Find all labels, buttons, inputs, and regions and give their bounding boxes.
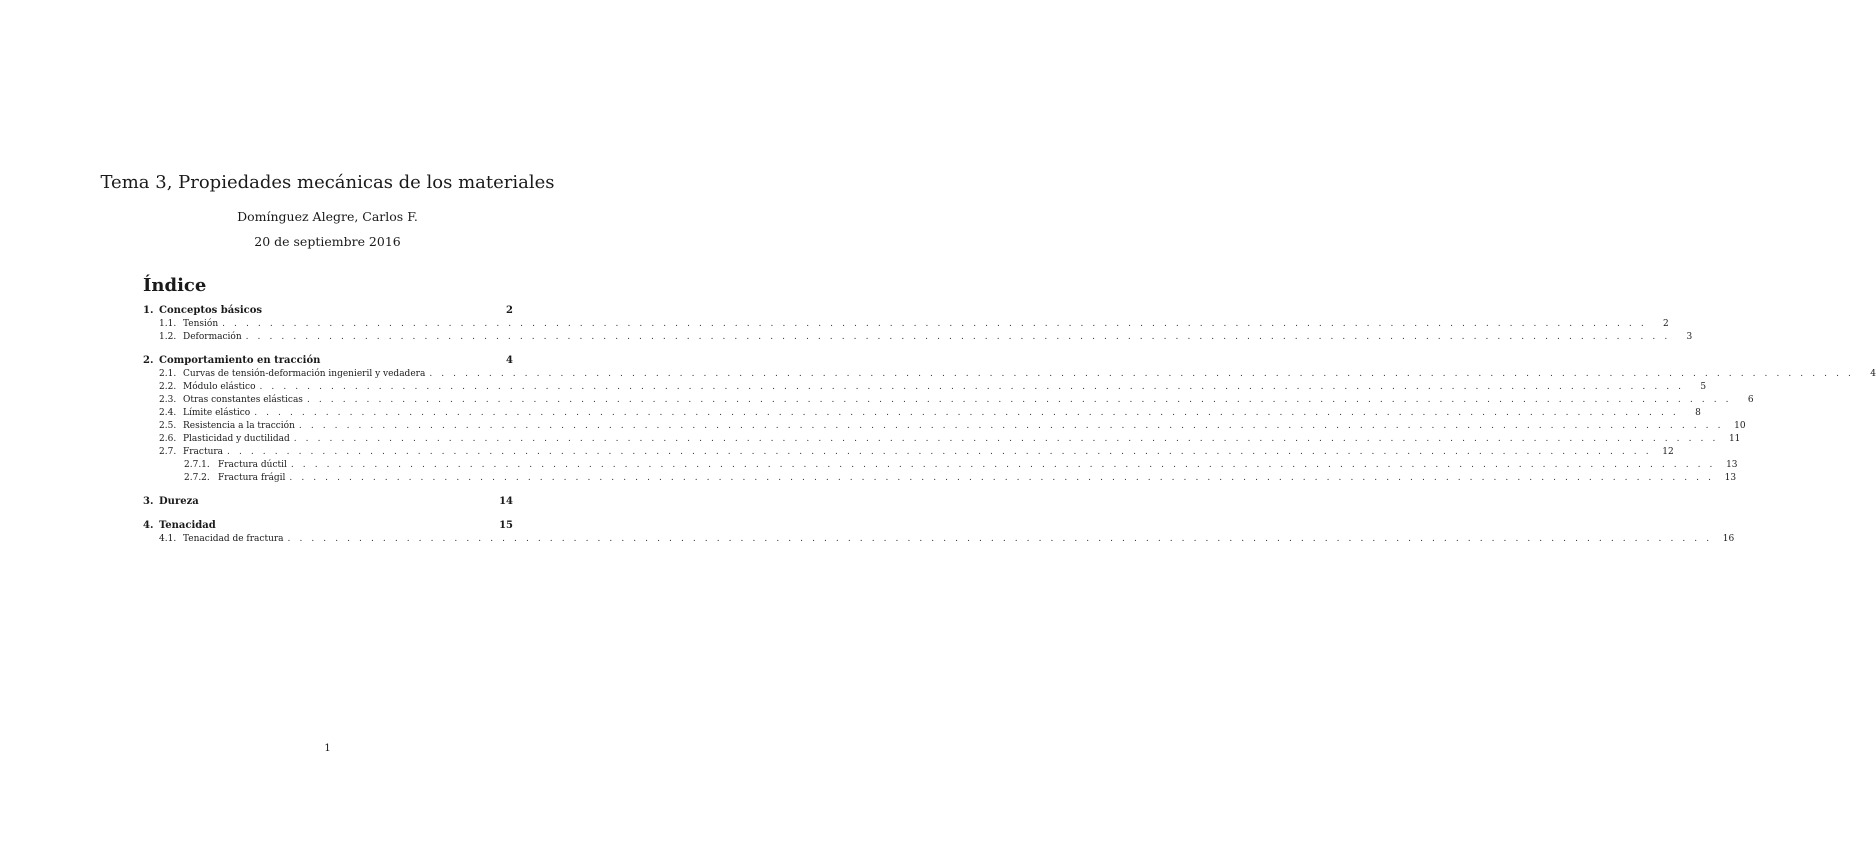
toc-dot-leader: . . . . . . . . . . . . . . . . . . . . . . . . . . . . . . . . . . . . . . . . . . . . . . . . . . . . . . . . . . . . . . . . . . . . . . . . . . . . . . . . . . . . . . . . . . . . . . . . . . . . . . . . . . . . . . . . . . . . . . . . bbox=[289, 473, 1715, 483]
toc-entry-number: 3. bbox=[143, 496, 154, 507]
toc-section-entry bbox=[143, 495, 513, 509]
toc-entry-page: 16 bbox=[1722, 534, 1735, 544]
toc-entry-title: Tenacidad de fractura bbox=[183, 534, 284, 544]
toc-dot-leader: . . . . . . . . . . . . . . . . . . . . . . . . . . . . . . . . . . . . . . . . . . . . . . . . . . . . . . . . . . . . . . . . . . . . . . . . . . . . . . . . . . . . . . . . . . . . . . . . . . . . . . . . . . . . . . . . . . . . . . . . bbox=[222, 319, 1647, 329]
toc-subsection-entry bbox=[143, 420, 1746, 433]
toc-subsection-entry bbox=[143, 318, 1669, 331]
toc-heading: Índice bbox=[143, 275, 207, 296]
toc-entry-page: 11 bbox=[1728, 434, 1741, 444]
toc-entry-number: 2.7.2. bbox=[184, 473, 210, 483]
toc-dot-leader: . . . . . . . . . . . . . . . . . . . . . . . . . . . . . . . . . . . . . . . . . . . . . . . . . . . . . . . . . . . . . . . . . . . . . . . . . . . . . . . . . . . . . . . . . . . . . . . . . . . . . . . . . . . . . . . . . . . . . . . . bbox=[254, 408, 1679, 418]
toc-entry-number: 2.2. bbox=[159, 382, 177, 392]
toc-entry-number: 2.7.1. bbox=[184, 460, 210, 470]
toc-subsubsection-entry bbox=[143, 459, 1738, 472]
toc-dot-leader: . . . . . . . . . . . . . . . . . . . . . . . . . . . . . . . . . . . . . . . . . . . . . . . . . . . . . . . . . . . . . . . . . . . . . . . . . . . . . . . . . . . . . . . . . . . . . . . . . . . . . . . . . . . . . . . . . . . . . . . . bbox=[287, 534, 1713, 544]
toc-entry-page: 13 bbox=[1724, 473, 1737, 483]
toc-section-entry bbox=[143, 519, 513, 533]
toc-entry-page: 6 bbox=[1747, 395, 1754, 405]
document-title: Tema 3, Propiedades mecánicas de los materiales bbox=[100, 172, 555, 193]
toc-section-entry bbox=[143, 354, 513, 368]
toc-entry-number: 2.6. bbox=[159, 434, 177, 444]
toc-entry-page: 2 bbox=[1663, 319, 1669, 329]
toc-entry-number: 2.5. bbox=[159, 421, 177, 431]
toc-entry-page: 2 bbox=[506, 305, 513, 316]
toc-entry-number: 2.4. bbox=[159, 408, 177, 418]
toc-entry-title: Módulo elástico bbox=[183, 382, 256, 392]
toc-entry-page: 4 bbox=[1870, 369, 1876, 379]
toc-entry-title: Conceptos básicos bbox=[159, 305, 263, 316]
toc-entry-page: 10 bbox=[1734, 421, 1746, 431]
toc-dot-leader: . . . . . . . . . . . . . . . . . . . . . . . . . . . . . . . . . . . . . . . . . . . . . . . . . . . . . . . . . . . . . . . . . . . . . . . . . . . . . . . . . . . . . . . . . . . . . . . . . . . . . . . . . . . . . . . . . . . . . . . . bbox=[306, 395, 1732, 405]
toc-entry-title: Plasticidad y ductilidad bbox=[183, 434, 290, 444]
toc-entry-page: 8 bbox=[1695, 408, 1701, 418]
toc-entry-number: 2. bbox=[143, 355, 154, 366]
toc-entry-title: Comportamiento en tracción bbox=[159, 355, 321, 366]
toc-subsection-entry bbox=[143, 368, 1876, 381]
toc-entry-number: 4.1. bbox=[159, 534, 177, 544]
toc-dot-leader: . . . . . . . . . . . . . . . . . . . . . . . . . . . . . . . . . . . . . . . . . . . . . . . . . . . . . . . . . . . . . . . . . . . . . . . . . . . . . . . . . . . . . . . . . . . . . . . . . . . . . . . . . . . . . . . . . . . . . . . . bbox=[293, 434, 1719, 444]
table-of-contents bbox=[143, 304, 1876, 546]
toc-entry-title: Fractura bbox=[183, 447, 224, 457]
toc-subsection-entry bbox=[143, 407, 1701, 420]
toc-entry-number: 2.7. bbox=[159, 447, 177, 457]
toc-entry-number: 2.1. bbox=[159, 369, 177, 379]
toc-section-entry bbox=[143, 304, 513, 318]
toc-dot-leader: . . . . . . . . . . . . . . . . . . . . . . . . . . . . . . . . . . . . . . . . . . . . . . . . . . . . . . . . . . . . . . . . . . . . . . . . . . . . . . . . . . . . . . . . . . . . . . . . . . . . . . . . . . . . . . . . . . . . . . . . bbox=[290, 460, 1716, 470]
toc-entry-title: Otras constantes elásticas bbox=[183, 395, 303, 405]
toc-entry-title: Resistencia a la tracción bbox=[183, 421, 295, 431]
toc-subsection-entry bbox=[143, 381, 1707, 394]
toc-dot-leader: . . . . . . . . . . . . . . . . . . . . . . . . . . . . . . . . . . . . . . . . . . . . . . . . . . . . . . . . . . . . . . . . . . . . . . . . . . . . . . . . . . . . . . . . . . . . . . . . . . . . . . . . . . . . . . . . . . . . . . . . bbox=[245, 332, 1671, 342]
toc-subsection-entry bbox=[143, 433, 1741, 446]
toc-entry-number: 4. bbox=[143, 520, 154, 531]
toc-subsection-entry bbox=[143, 394, 1754, 407]
document-date: 20 de septiembre 2016 bbox=[254, 234, 401, 249]
toc-subsection-entry bbox=[143, 446, 1674, 459]
toc-entry-title: Dureza bbox=[159, 496, 199, 507]
toc-dot-leader: . . . . . . . . . . . . . . . . . . . . . . . . . . . . . . . . . . . . . . . . . . . . . . . . . . . . . . . . . . . . . . . . . . . . . . . . . . . . . . . . . . . . . . . . . . . . . . . . . . . . . . . . . . . . . . . . . . . . . . . . bbox=[227, 447, 1652, 457]
toc-subsection-entry bbox=[143, 533, 1735, 546]
document-author: Domínguez Alegre, Carlos F. bbox=[237, 209, 418, 224]
page-number: 1 bbox=[324, 743, 331, 754]
toc-entry-title: Curvas de tensión-deformación ingenieril y vedadera bbox=[183, 369, 426, 379]
toc-entry-number: 2.3. bbox=[159, 395, 177, 405]
toc-entry-title: Tensión bbox=[183, 319, 219, 329]
toc-entry-title: Tenacidad bbox=[159, 520, 216, 531]
toc-entry-page: 15 bbox=[499, 520, 513, 531]
toc-entry-page: 12 bbox=[1662, 447, 1674, 457]
toc-entry-page: 14 bbox=[499, 496, 513, 507]
toc-entry-page: 13 bbox=[1726, 460, 1738, 470]
toc-subsubsection-entry bbox=[143, 472, 1737, 485]
toc-dot-leader: . . . . . . . . . . . . . . . . . . . . . . . . . . . . . . . . . . . . . . . . . . . . . . . . . . . . . . . . . . . . . . . . . . . . . . . . . . . . . . . . . . . . . . . . . . . . . . . . . . . . . . . . . . . . . . . . . . . . . . . . bbox=[259, 382, 1685, 392]
toc-entry-page: 3 bbox=[1686, 332, 1693, 342]
toc-entry-title: Límite elástico bbox=[183, 408, 251, 418]
toc-dot-leader: . . . . . . . . . . . . . . . . . . . . . . . . . . . . . . . . . . . . . . . . . . . . . . . . . . . . . . . . . . . . . . . . . . . . . . . . . . . . . . . . . . . . . . . . . . . . . . . . . . . . . . . . . . . . . . . . . . . . . . . . bbox=[429, 369, 1854, 379]
toc-entry-title: Fractura frágil bbox=[218, 473, 286, 483]
toc-dot-leader: . . . . . . . . . . . . . . . . . . . . . . . . . . . . . . . . . . . . . . . . . . . . . . . . . . . . . . . . . . . . . . . . . . . . . . . . . . . . . . . . . . . . . . . . . . . . . . . . . . . . . . . . . . . . . . . . . . . . . . . . bbox=[298, 421, 1724, 431]
toc-entry-title: Deformación bbox=[183, 332, 242, 342]
toc-entry-page: 4 bbox=[506, 355, 513, 366]
toc-entry-page: 5 bbox=[1700, 382, 1707, 392]
toc-subsection-entry bbox=[143, 331, 1693, 344]
toc-entry-number: 1.2. bbox=[159, 332, 177, 342]
toc-entry-number: 1.1. bbox=[159, 319, 177, 329]
toc-entry-number: 1. bbox=[143, 305, 154, 316]
toc-entry-title: Fractura dúctil bbox=[218, 460, 287, 470]
